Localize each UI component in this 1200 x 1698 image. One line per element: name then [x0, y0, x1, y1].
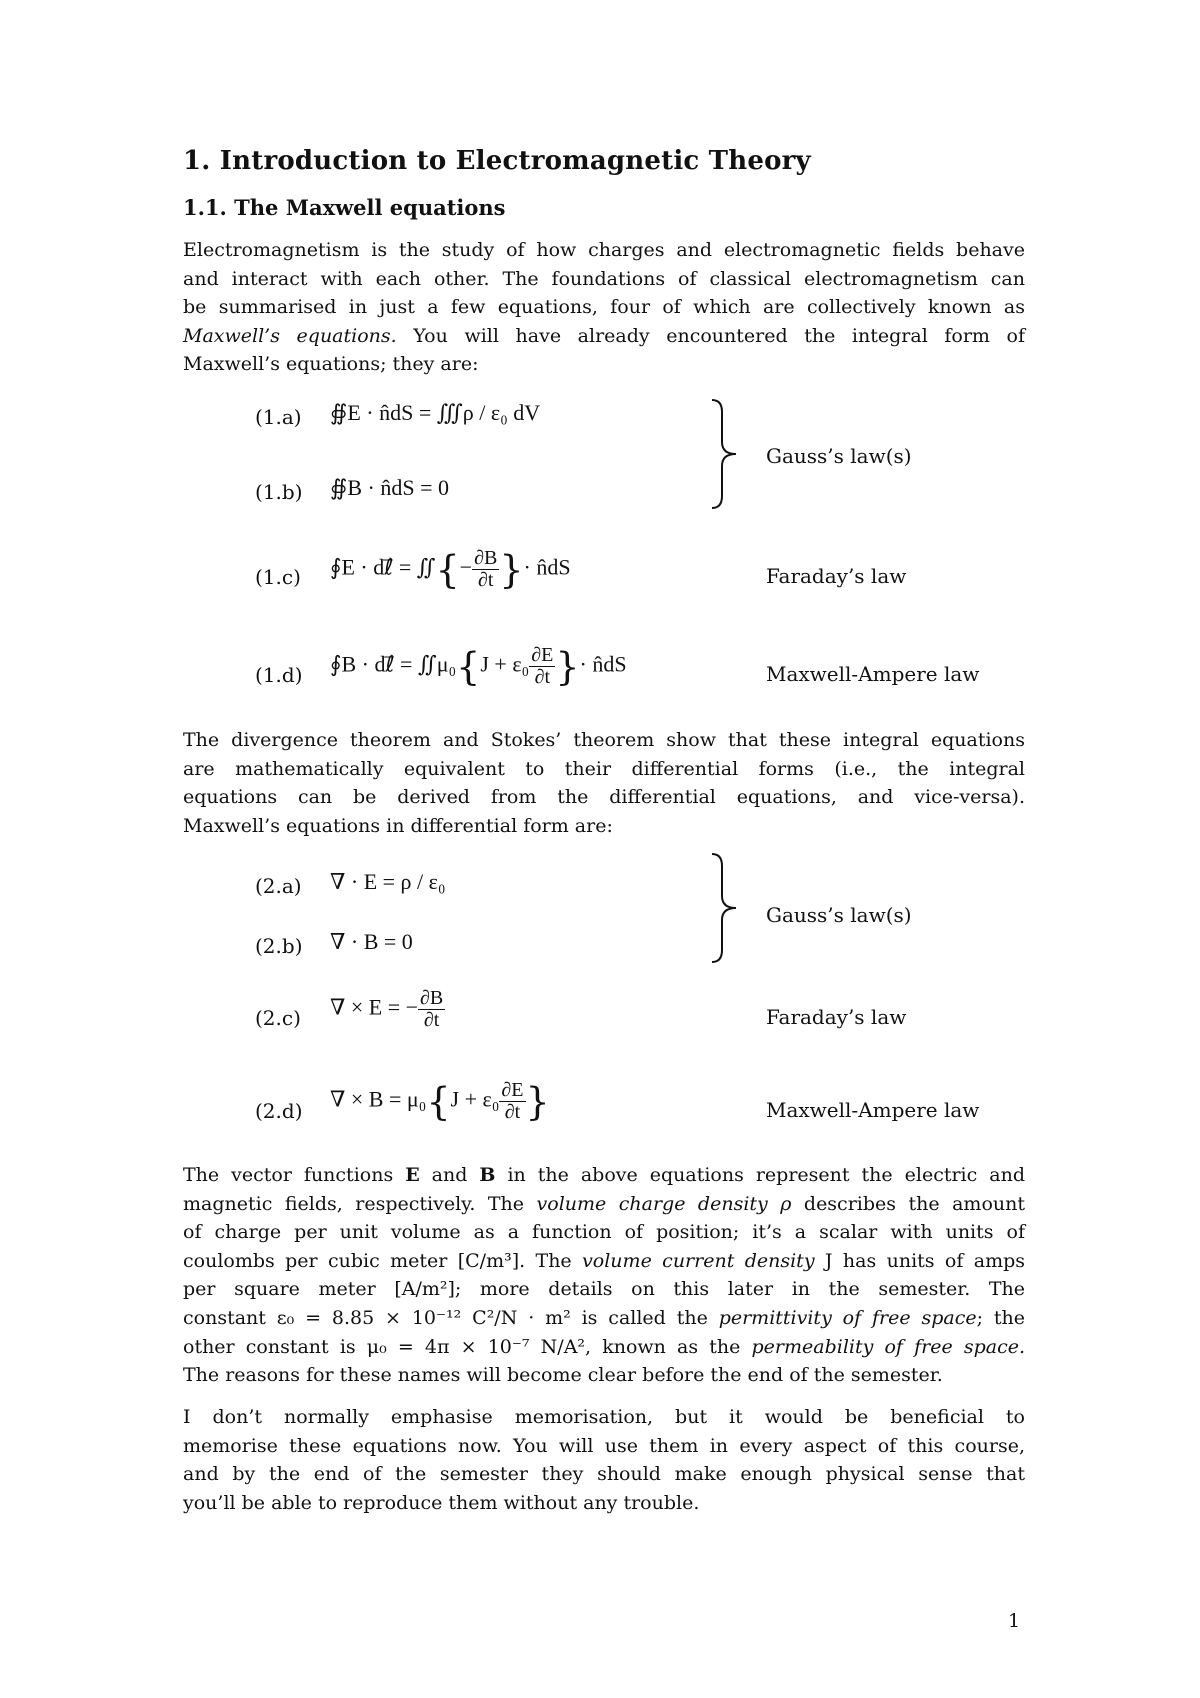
text-line: are mathematically equivalent to their differential forms (i.e., the integral — [183, 757, 1025, 780]
text-line: Maxwell’s equations; they are: — [183, 353, 479, 376]
eq-part: ∮E · dℓ⃗ = ∬ — [330, 554, 436, 580]
curly-brace-open: { — [426, 1079, 451, 1124]
fraction-numerator: ∂E — [531, 644, 554, 666]
text-fragment: constant ε₀ = 8.85 × 10⁻¹² C²/N · m² is called the — [183, 1306, 719, 1329]
equation-1d — [330, 645, 627, 688]
emphasis-text: volume charge density ρ — [536, 1192, 792, 1215]
emphasis-text: permittivity of free space — [718, 1306, 977, 1329]
text-line: you’ll be able to reproduce them without any trouble. — [183, 1491, 700, 1514]
text-line: Electromagnetism is the study of how charges and electromagnetic fields behave — [183, 239, 1025, 261]
equation-2d — [330, 1080, 550, 1123]
definitions-paragraph — [183, 1161, 1025, 1390]
page-number: 1 — [1008, 1610, 1021, 1632]
gauss-law-label: Gauss’s law(s) — [766, 444, 912, 468]
curly-brace-open: { — [435, 547, 460, 592]
right-brace-icon — [710, 398, 744, 510]
text-fragment: in the above equations represent the electric and — [495, 1164, 1025, 1186]
equation-1c — [330, 548, 571, 591]
text-fragment: and — [419, 1164, 480, 1186]
eq-part: · n̂dS — [579, 651, 627, 677]
text-line: memorise these equations now. You will use them in every aspect of this course, — [183, 1434, 1025, 1457]
intro-paragraph — [183, 236, 1025, 379]
text-fragment: describes the amount — [791, 1192, 1025, 1215]
section-heading: 1.1. The Maxwell equations — [183, 195, 506, 220]
text-line: equations can be derived from the differential equations, and vice-versa). — [183, 786, 1025, 809]
text-line — [183, 1304, 1025, 1333]
eq-part: ∮B · dℓ⃗ = ∬μ₀ — [330, 651, 457, 677]
text-fragment: You will have already encountered the integral form of — [396, 324, 1025, 347]
fraction-denominator: ∂t — [477, 569, 494, 591]
equation-label: (1.a) — [255, 405, 302, 429]
fraction-denominator: ∂t — [504, 1101, 521, 1123]
text-line: per square meter [A/m²]; more details on this later in the semester. The — [183, 1278, 1025, 1301]
faraday-law-label: Faraday’s law — [766, 564, 907, 588]
fraction — [529, 645, 555, 688]
text-line — [183, 1247, 1025, 1276]
fraction-numerator: ∂E — [501, 1079, 524, 1101]
eq-part: J + ε₀ — [450, 1086, 500, 1112]
curly-brace-close: } — [555, 644, 580, 689]
text-line: be summarised in just a few equations, four of which are collectively known as — [183, 296, 1025, 319]
gauss-law-label: Gauss’s law(s) — [766, 903, 912, 927]
fraction-numerator: ∂B — [474, 547, 498, 569]
memorise-paragraph — [183, 1403, 1025, 1517]
bold-symbol: E — [405, 1164, 420, 1186]
equation-label: (2.a) — [255, 874, 302, 898]
text-line — [183, 1190, 1025, 1219]
text-fragment: coulombs per cubic meter [C/m³]. The — [183, 1249, 583, 1272]
text-line: Maxwell’s equations in differential form are: — [183, 814, 613, 837]
text-line: of charge per unit volume as a function of position; it’s a scalar with units of — [183, 1221, 1025, 1244]
emphasis-text: Maxwell’s equations. — [183, 324, 397, 347]
fraction-denominator: ∂t — [534, 666, 551, 688]
text-fragment: magnetic fields, respectively. The — [183, 1192, 537, 1215]
eq-part: − — [459, 554, 473, 580]
eq-part: · n̂dS — [523, 554, 571, 580]
text-fragment: The vector functions — [183, 1164, 406, 1186]
equation-1a: ∯E · n̂dS = ∭ρ / ε₀ dV — [330, 400, 541, 425]
curly-brace-close: } — [525, 1079, 550, 1124]
eq-part: ∇ × B = μ₀ — [330, 1086, 427, 1112]
fraction-numerator: ∂B — [420, 987, 444, 1009]
right-brace-icon — [710, 852, 744, 964]
equation-2b: ∇ · B = 0 — [330, 929, 413, 954]
text-fragment: other constant is μ₀ = 4π × 10⁻⁷ N/A², known as the — [183, 1335, 752, 1358]
text-line: and interact with each other. The foundations of classical electromagnetism can — [183, 267, 1025, 290]
emphasis-text: permeability of free space. — [751, 1335, 1025, 1358]
equation-label: (1.c) — [255, 565, 301, 589]
equation-1b: ∯B · n̂dS = 0 — [330, 475, 450, 500]
faraday-law-label: Faraday’s law — [766, 1005, 907, 1029]
eq-part: ∇ × E = − — [330, 994, 419, 1020]
ampere-law-label: Maxwell-Ampere law — [766, 1098, 980, 1122]
curly-brace-open: { — [456, 644, 481, 689]
equation-label: (2.b) — [255, 934, 303, 958]
equation-label: (2.c) — [255, 1006, 301, 1030]
text-line: I don’t normally emphasise memorisation, but it would be beneficial to — [183, 1406, 1025, 1428]
chapter-title: 1. Introduction to Electromagnetic Theory — [183, 146, 811, 176]
equation-label: (1.b) — [255, 480, 303, 504]
curly-brace-close: } — [499, 547, 524, 592]
fraction — [472, 548, 499, 591]
ampere-law-label: Maxwell-Ampere law — [766, 662, 980, 686]
text-line — [183, 322, 1025, 351]
text-line: and by the end of the semester they should make enough physical sense that — [183, 1463, 1025, 1486]
eq-part: J + ε₀ — [480, 651, 530, 677]
text-line — [183, 1161, 1025, 1190]
fraction-denominator: ∂t — [423, 1009, 440, 1031]
divergence-paragraph — [183, 726, 1025, 840]
fraction — [499, 1080, 525, 1123]
equation-label: (2.d) — [255, 1099, 303, 1123]
equation-label: (1.d) — [255, 663, 303, 687]
text-line — [183, 1333, 1025, 1362]
text-line: The divergence theorem and Stokes’ theorem show that these integral equations — [183, 729, 1025, 751]
text-fragment: ; the — [976, 1306, 1025, 1329]
text-fragment: J has units of amps — [814, 1249, 1026, 1272]
equation-2a: ∇ · E = ρ / ε₀ — [330, 869, 446, 894]
fraction — [418, 988, 445, 1031]
text-line: The reasons for these names will become clear before the end of the semester. — [183, 1364, 943, 1387]
equation-2c — [330, 988, 445, 1031]
emphasis-text: volume current density — [582, 1249, 815, 1272]
bold-symbol: B — [479, 1164, 496, 1186]
